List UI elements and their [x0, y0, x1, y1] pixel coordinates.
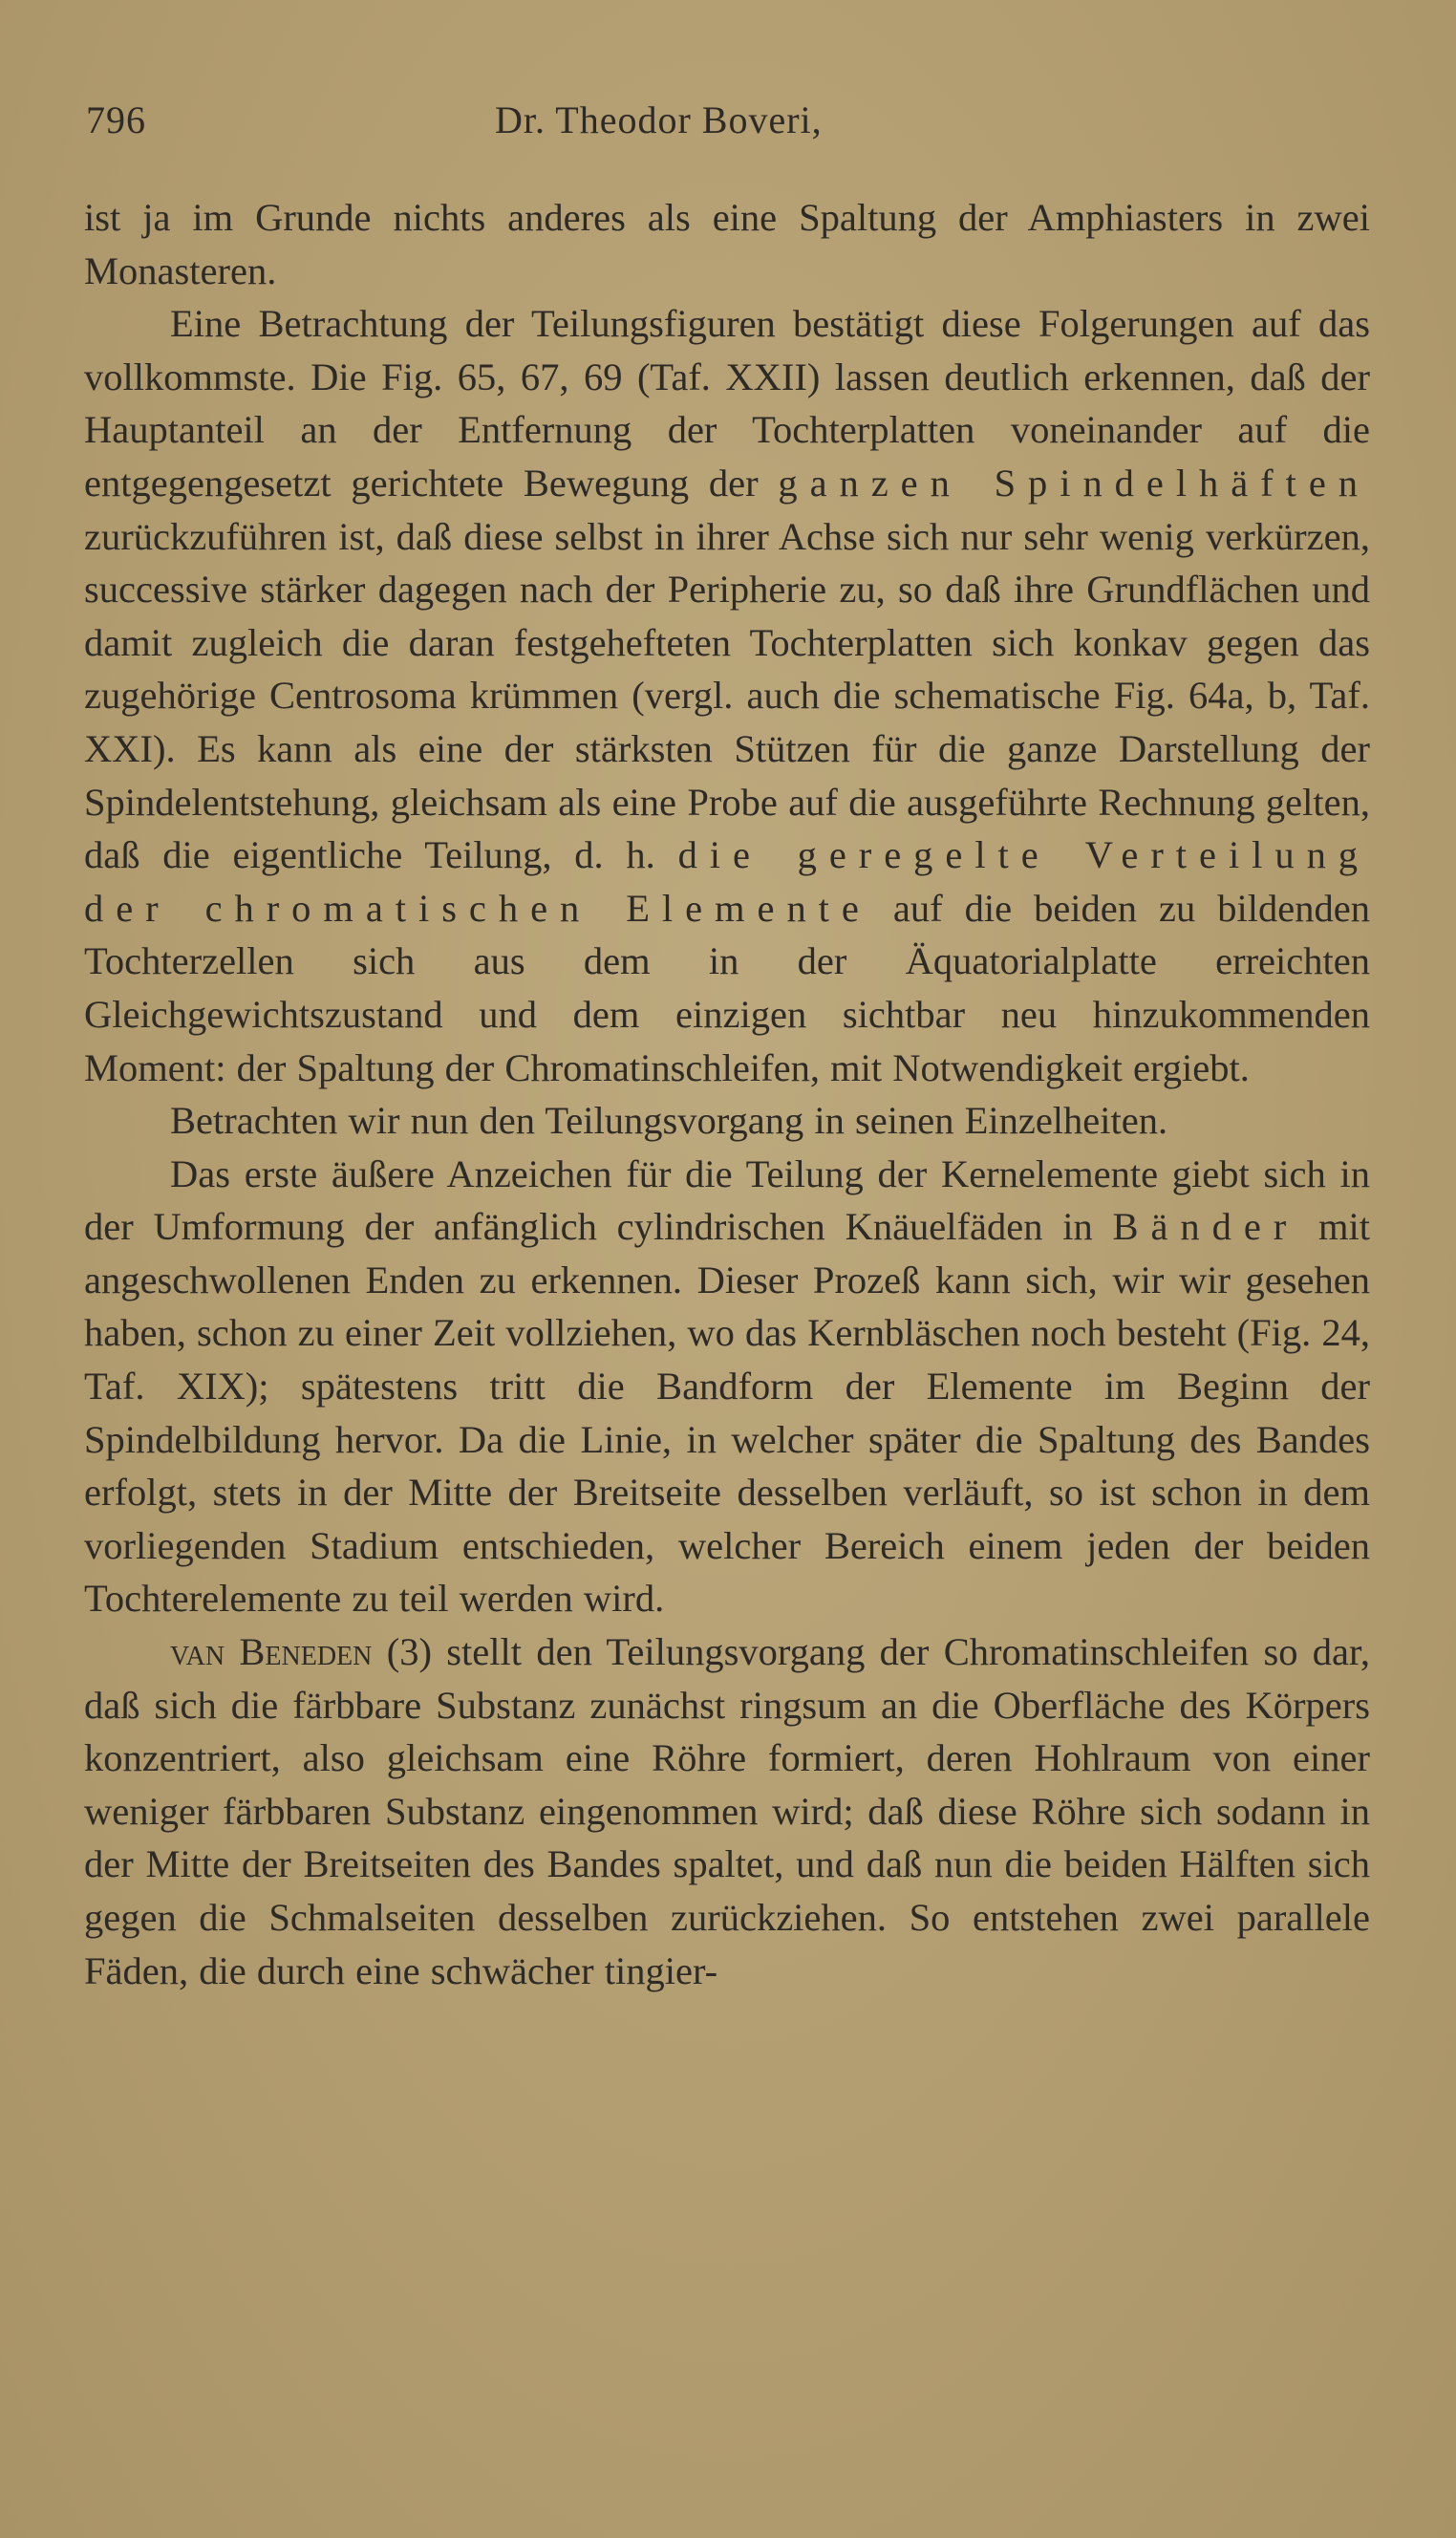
- paragraph-text: mit angeschwollenen Enden zu erkennen. Dieser Prozeß kann sich, wir wir gesehen haben, schon zu einer Zeit vollziehen, wo das Kernbläschen noch besteht (Fig. 24, Taf. XIX); spätestens tritt die Bandform der Elemente im Beginn der Spindelbildung hervor. Da die Linie, in welcher später die Spaltung des Bandes erfolgt, stets in der Mitte der Breitseite desselben verläuft, so ist schon in dem vorliegenden Stadium entschieden, welcher Bereich einem jeden der beiden Tochterelemente zu teil werden wird.: [84, 1205, 1370, 1621]
- paragraph-text: Eine Betrachtung der Teilungsfiguren bestätigt diese Folgerungen auf das vollkommste. Die Fig. 65, 67, 69 (Taf. XXII) lassen deutlich erkennen, daß der Hauptanteil an der Entfernung der Tochterplatten voneinander auf die entgegengesetzt gerichtete Bewegung der: [84, 302, 1370, 505]
- paragraph-text: Das erste äußere Anzeichen für die Teilung der Kernelemente giebt sich in der Umformung der anfänglich cylindrischen Knäuelfäden in: [84, 1151, 1370, 1249]
- emphasis-spaced: die geregelte Verteilung der chromatischen Elemente: [84, 833, 1370, 930]
- paragraph-5: [84, 1625, 1370, 1997]
- running-head: [84, 92, 1370, 149]
- emphasis-spaced: ganzen Spindelhäften: [778, 461, 1370, 505]
- author-name: van Beneden: [170, 1630, 373, 1674]
- paragraph-text: Betrachten wir nun den Teilungsvorgang in seinen Einzelheiten.: [170, 1099, 1168, 1143]
- body-text: [84, 191, 1370, 1997]
- paragraph-text: zurückzuführen ist, daß diese selbst in ihrer Achse sich nur sehr wenig verkürzen, successive stärker dagegen nach der Peripherie zu, so daß ihre Grundflächen und damit zugleich die daran festgehefteten Tochterplatten sich konkav gegen das zugehörige Centrosoma krümmen (vergl. auch die schematische Fig. 64a, b, Taf. XXI). Es kann als eine der stärksten Stützen für die ganze Darstellung der Spindelentstehung, gleichsam als eine Probe auf die ausgeführte Rechnung gelten, daß die eigentliche Teilung, d. h.: [84, 514, 1370, 877]
- running-head-author: Dr. Theodor Boveri,: [495, 98, 823, 141]
- page-number: 796: [86, 98, 146, 141]
- paragraph-text: auf die beiden zu bildenden Tochterzellen sich aus dem in der Äquatorialplatte erreichten Gleichgewichtszustand und dem einzigen sichtbar neu hinzukommenden Moment: der Spaltung der Chromatinschleifen, mit Notwendigkeit ergiebt.: [84, 886, 1371, 1089]
- paragraph-1: [84, 191, 1370, 297]
- paragraph-2: [84, 297, 1370, 1094]
- book-page: [84, 92, 1370, 1997]
- paragraph-4: [84, 1148, 1370, 1625]
- paragraph-text: ist ja im Grunde nichts anderes als eine Spaltung der Amphiasters in zwei Monasteren.: [84, 196, 1370, 292]
- paragraph-3: [84, 1094, 1370, 1148]
- paragraph-text: (3) stellt den Teilungsvorgang der Chromatinschleifen so dar, daß sich die färbbare Substanz zunächst ringsum an die Oberfläche des Körpers konzentriert, also gleichsam eine Röhre formiert, deren Hohlraum von einer weniger färbbaren Substanz eingenommen wird; daß diese Röhre sich sodann in der Mitte der Breitseiten des Bandes spaltet, und daß nun die beiden Hälften sich gegen die Schmalseiten desselben zurückziehen. So entstehen zwei parallele Fäden, die durch eine schwächer tingier-: [84, 1630, 1371, 1992]
- emphasis-spaced: Bänder: [1112, 1205, 1299, 1249]
